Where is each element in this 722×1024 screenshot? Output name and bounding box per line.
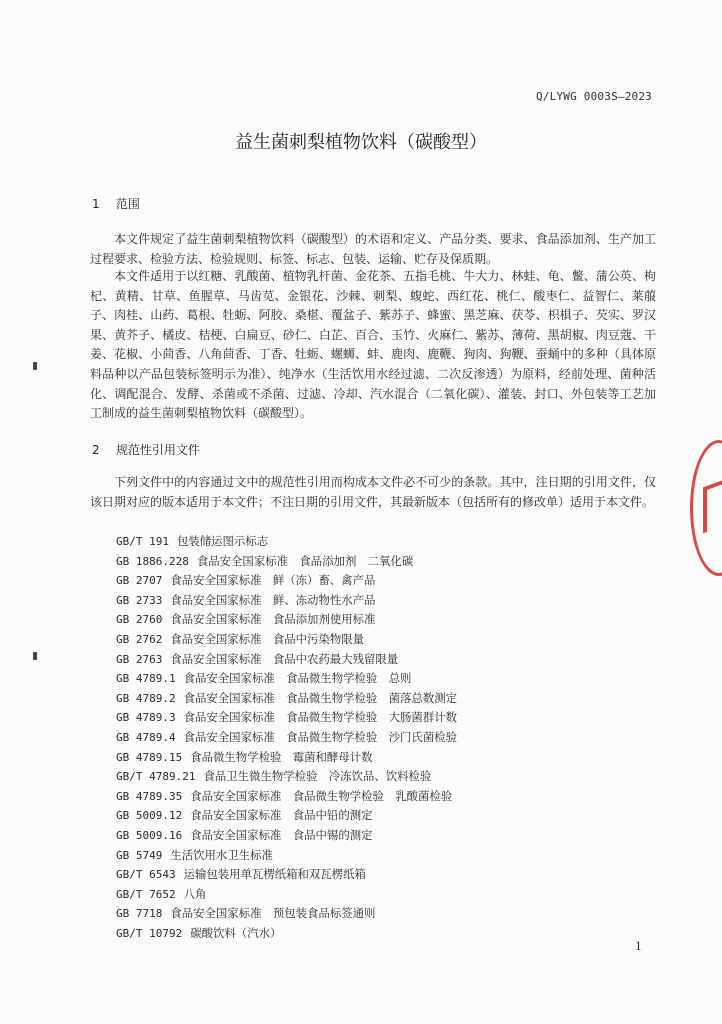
reference-item xyxy=(116,748,676,768)
section-2-intro: 下列文件中的内容通过文中的规范性引用而构成本文件必不可少的条款。其中，注日期的引用文件，仅该日期对应的版本适用于本文件；不注日期的引用文件，其最新版本（包括所有的修改单）适用于本文件。 xyxy=(90,475,656,509)
red-seal-stamp xyxy=(690,440,722,576)
reference-item xyxy=(116,552,676,572)
scan-margin-mark xyxy=(33,652,37,660)
reference-code: GB 4789.35 xyxy=(116,789,183,803)
section-1-title: 范围 xyxy=(115,197,140,211)
document-title: 益生菌刺梨植物饮料（碳酸型） xyxy=(235,132,487,153)
reference-list xyxy=(116,532,676,943)
reference-code: GB 4789.4 xyxy=(116,730,176,744)
reference-item xyxy=(116,728,676,748)
reference-title: 食品安全国家标准 食品中农药最大残留限量 xyxy=(170,651,399,666)
reference-title: 食品安全国家标准 食品微生物学检验 总则 xyxy=(183,671,412,686)
reference-code: GB 4789.2 xyxy=(116,691,176,705)
reference-code: GB/T 6543 xyxy=(116,868,176,882)
reference-code: GB 4789.15 xyxy=(116,750,183,764)
document-code: Q/LYWG 0003S—2023 xyxy=(536,90,652,103)
reference-code: GB/T 4789.21 xyxy=(116,770,196,784)
reference-item xyxy=(116,689,676,709)
reference-item xyxy=(116,865,676,885)
reference-title: 食品安全国家标准 食品微生物学检验 菌落总数测定 xyxy=(183,690,457,705)
scan-margin-mark xyxy=(33,362,37,370)
reference-title: 食品安全国家标准 鲜、冻动物性水产品 xyxy=(170,592,376,607)
reference-item xyxy=(116,767,676,787)
reference-title: 食品卫生微生物学检验 冷冻饮品、饮料检验 xyxy=(203,769,432,784)
reference-item xyxy=(116,904,676,924)
reference-title: 包装储运图示标志 xyxy=(176,534,269,548)
reference-code: GB 1886.228 xyxy=(116,554,189,568)
reference-item xyxy=(116,708,676,728)
section-2-heading xyxy=(92,441,200,458)
reference-item xyxy=(116,787,676,807)
reference-code: GB/T 7652 xyxy=(116,887,176,901)
reference-item xyxy=(116,924,676,944)
reference-item xyxy=(116,806,676,826)
reference-code: GB 5009.16 xyxy=(116,828,183,842)
reference-title: 八角 xyxy=(183,886,207,901)
reference-code: GB 2733 xyxy=(116,593,163,607)
reference-title: 食品安全国家标准 食品中污染物限量 xyxy=(170,631,365,646)
reference-item xyxy=(116,571,676,591)
reference-code: GB 2762 xyxy=(116,632,163,646)
reference-item xyxy=(116,826,676,846)
reference-code: GB/T 10792 xyxy=(116,926,183,940)
reference-code: GB/T 191 xyxy=(116,535,169,548)
reference-code: GB 4789.1 xyxy=(116,672,176,686)
reference-code: GB 7718 xyxy=(116,907,163,921)
section-1-paragraph-2: 本文件适用于以红糖、乳酸菌、植物乳杆菌、金花茶、五指毛桃、牛大力、林蛙、龟、鳖、蒲公英、枸杞、黄精、甘草、鱼腥草、马齿苋、金银花、沙棘、刺梨、蝮蛇、西红花、桃仁、酸枣仁、益智仁、莱菔子、肉桂、山药、葛根、牡蛎、阿胶、桑椹、覆盆子、紫苏子、蜂蜜、黑芝麻、茯苓、枳椇子、芡实、罗汉果、黄芥子、橘皮、桔梗、白扁豆、砂仁、白芷、百合、玉竹、火麻仁、紫苏、薄荷、黑胡椒、肉豆蔻、干姜、花椒、小茴香、八角茴香、丁香、牡蛎、螺蛳、蚌、鹿肉、鹿鞭、狗肉、狗鞭、蚕蛹中的多种（具体原料品种以产品包装标签明示为准）、纯净水（生活饮用水经过滤、二次反渗透）为原料，经前处理、菌种活化、调配混合、发酵、杀菌或不杀菌、过滤、冷却、汽水混合（二氧化碳）、灌装、封口、外包装等工艺加工制成的益生菌刺梨植物饮料（碳酸型）。 xyxy=(90,269,656,421)
reference-title: 食品安全国家标准 预包装食品标签通则 xyxy=(170,906,376,921)
reference-title: 食品微生物学检验 霉菌和酵母计数 xyxy=(190,749,373,764)
reference-title: 生活饮用水卫生标准 xyxy=(170,847,273,862)
page-number: 1 xyxy=(635,940,642,953)
reference-code: GB 2707 xyxy=(116,574,163,588)
section-1-paragraph-1: 本文件规定了益生菌刺梨植物饮料（碳酸型）的术语和定义、产品分类、要求、食品添加剂、生产加工过程要求、检验方法、检验规则、标签、标志、包装、运输、贮存及保质期。 xyxy=(90,232,656,266)
reference-title: 食品安全国家标准 食品中铅的测定 xyxy=(190,808,373,823)
reference-code: GB 5009.12 xyxy=(116,809,183,823)
reference-item xyxy=(116,630,676,650)
reference-title: 运输包装用单瓦楞纸箱和双瓦楞纸箱 xyxy=(183,867,366,882)
reference-title: 食品安全国家标准 食品中锡的测定 xyxy=(190,827,373,842)
reference-code: GB 2763 xyxy=(116,652,163,666)
reference-item xyxy=(116,669,676,689)
reference-item xyxy=(116,591,676,611)
reference-item xyxy=(116,885,676,905)
reference-code: GB 4789.3 xyxy=(116,711,176,725)
reference-title: 食品安全国家标准 食品添加剂 二氧化碳 xyxy=(196,553,414,568)
reference-title: 食品安全国家标准 鲜（冻）畜、禽产品 xyxy=(170,573,376,588)
reference-item xyxy=(116,610,676,630)
reference-title: 食品安全国家标准 食品微生物学检验 乳酸菌检验 xyxy=(190,788,453,803)
section-2-number: 2 xyxy=(92,443,100,457)
reference-title: 碳酸饮料（汽水） xyxy=(190,925,282,940)
reference-item xyxy=(116,846,676,866)
reference-code: GB 2760 xyxy=(116,613,163,627)
reference-title: 食品安全国家标准 食品微生物学检验 大肠菌群计数 xyxy=(183,710,457,725)
reference-code: GB 5749 xyxy=(116,848,163,862)
reference-title: 食品安全国家标准 食品添加剂使用标准 xyxy=(170,612,376,627)
reference-item xyxy=(116,532,676,552)
reference-item xyxy=(116,650,676,670)
section-1-heading xyxy=(92,195,140,212)
reference-title: 食品安全国家标准 食品微生物学检验 沙门氏菌检验 xyxy=(183,729,457,744)
section-2-title: 规范性引用文件 xyxy=(115,443,200,457)
section-1-number: 1 xyxy=(92,197,100,211)
